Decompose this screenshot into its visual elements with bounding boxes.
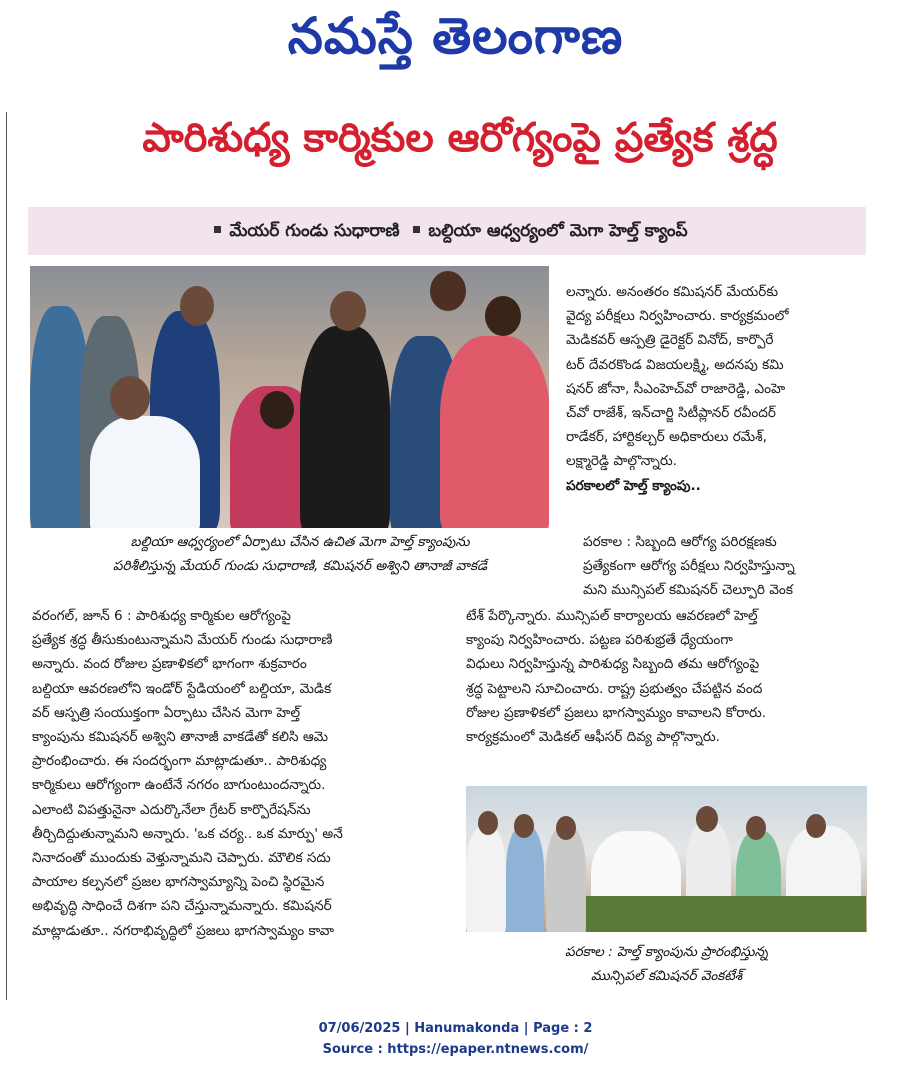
text-line: ప్రారంభించారు. ఈ సందర్భంగా మాట్లాడుతూ.. పారిశుధ్య bbox=[32, 753, 327, 770]
caption-line: మున్సిపల్ కమిషనర్ వెంకటేశ్ bbox=[590, 968, 743, 984]
text-line: ప్రత్యేకంగా ఆరోగ్య పరీక్షలు నిర్వహిస్తున్నా bbox=[583, 558, 795, 575]
right-column-wide bbox=[466, 604, 878, 749]
text-line: మాట్లాడుతూ.. నగరాభివృద్ధిలో ప్రజలు భాగస్వామ్యం కావా bbox=[32, 922, 335, 939]
text-line: మెడికవర్ ఆస్పత్రి డైరెక్టర్ వినోద్, కార్పొరే bbox=[566, 332, 774, 349]
text-line: ప్రత్యేక శ్రద్ధ తీసుకుంటున్నామని మేయర్ గుండు సుధారాణి bbox=[32, 632, 333, 649]
photo1-caption bbox=[30, 530, 570, 578]
text-line: పాయాల కల్పనలో ప్రజల భాగస్వామ్యాన్ని పెంచి స్థిరమైన bbox=[32, 874, 325, 891]
text-line: వర్ ఆస్పత్రి సంయుక్తంగా ఏర్పాటు చేసిన మెగా హెల్త్ bbox=[32, 704, 301, 721]
footer-source-link[interactable]: Source : https://epaper.ntnews.com/ bbox=[322, 1042, 589, 1057]
subheading-1: మేయర్ గుండు సుధారాణి bbox=[229, 221, 400, 241]
health-camp-photo bbox=[30, 266, 549, 528]
column-rule bbox=[6, 112, 7, 1000]
subheading-2: బల్దియా ఆధ్వర్యంలో మెగా హెల్త్ క్యాంప్ bbox=[428, 221, 688, 241]
text-line: టేశ్ పేర్కొన్నారు. మున్సిపల్ కార్యాలయ ఆవరణలో హెల్త్ bbox=[466, 608, 758, 624]
caption-line: పరిశీలిస్తున్న మేయర్ గుండు సుధారాణి, కమిషనర్ అశ్విని తానాజీ వాకడే bbox=[112, 558, 488, 574]
footer-date-edition: 07/06/2025 | Hanumakonda | Page : 2 bbox=[318, 1021, 593, 1036]
text-line: వైద్య పరీక్షలు నిర్వహించారు. కార్యక్రమంలో bbox=[566, 308, 789, 325]
text-line: పరకాల : సిబ్బంది ఆరోగ్య పరిరక్షణకు bbox=[583, 534, 777, 550]
text-line: నినాదంతో ముందుకు వెళ్తున్నామని చెప్పారు. మౌలిక సదు bbox=[32, 850, 331, 867]
text-line: రోజుల ప్రణాళికలో ప్రజలు భాగస్వామ్యం కావాలని కోరారు. bbox=[466, 704, 767, 721]
footer bbox=[0, 1018, 911, 1060]
right-column-top bbox=[566, 280, 878, 498]
parakala-camp-photo bbox=[466, 786, 867, 932]
text-line: చ్‌వో రాజేశ్, ఇన్‌చార్జి సిటీప్లానర్ రవీందర్ bbox=[566, 405, 776, 422]
left-column-body bbox=[32, 604, 452, 943]
caption-line: బల్దియా ఆధ్వర్యంలో ఏర్పాటు చేసిన ఉచిత మెగా హెల్త్ క్యాంపును bbox=[130, 534, 470, 550]
bullet-icon bbox=[413, 226, 420, 233]
text-line: కార్యక్రమంలో మెడికల్ ఆఫీసర్ దివ్య పాల్గొన్నారు. bbox=[466, 729, 721, 746]
subheading-band bbox=[28, 207, 866, 255]
headline: పారిశుధ్య కార్మికుల ఆరోగ్యంపై ప్రత్యేక శ్రద్ధ bbox=[142, 115, 778, 161]
right-column-mid bbox=[583, 530, 878, 603]
text-line: లక్ష్మారెడ్డి పాల్గొన్నారు. bbox=[566, 453, 677, 470]
text-line: కార్మికులు ఆరోగ్యంగా ఉంటేనే నగరం బాగుంటుందన్నారు. bbox=[32, 777, 326, 794]
text-line: బల్దియా ఆవరణలోని ఇండోర్ స్టేడియంలో బల్దియా, మెడిక bbox=[32, 680, 332, 697]
text-line: లన్నారు. అనంతరం కమిషనర్ మేయర్‌కు bbox=[566, 284, 779, 300]
text-line: క్యాంపు నిర్వహించారు. పట్టణ పరిశుభ్రతే ధ్యేయంగా bbox=[466, 632, 733, 649]
photo2-caption bbox=[466, 940, 867, 988]
text-line: అన్నారు. వంద రోజుల ప్రణాళికలో భాగంగా శుక్రవారం bbox=[32, 656, 307, 673]
text-line: వరంగల్, జూన్ 6 : పారిశుధ్య కార్మికుల ఆరోగ్యంపై bbox=[32, 608, 291, 624]
text-line: క్యాంపును కమిషనర్ అశ్విని తానాజీ వాకడేతో కలిసి ఆమె bbox=[32, 729, 329, 746]
bullet-icon bbox=[214, 226, 221, 233]
text-line: శ్రద్ధ పెట్టాలని సూచించారు. రాష్ట్ర ప్రభుత్వం చేపట్టిన వంద bbox=[466, 680, 763, 697]
text-line: అభివృద్ధి సాధించే దిశగా పని చేస్తున్నామన్నారు. కమిషనర్ bbox=[32, 898, 332, 915]
text-line: తీర్చిదిద్దుతున్నామని అన్నారు. 'ఒక చర్య.. ఒక మార్పు' అనే bbox=[32, 825, 343, 842]
text-line: మని మున్సిపల్ కమిషనర్ చెల్పూరి వెంక bbox=[583, 582, 793, 599]
text-line: ఎలాంటి విపత్తునైనా ఎదుర్కొనేలా గ్రేటర్ కార్పొరేషన్‌ను bbox=[32, 801, 311, 818]
section-subheading: పరకాలలో హెల్త్ క్యాంపు.. bbox=[566, 477, 701, 494]
text-line: రాడేకర్, హార్టికల్చర్ అధికారులు రమేశ్, bbox=[566, 429, 767, 446]
text-line: షనర్ జోనా, సీఎంహెచ్‌వో రాజారెడ్డి, ఎంహె bbox=[566, 380, 786, 397]
caption-line: పరకాల : హెల్త్ క్యాంపును ప్రారంభిస్తున్న bbox=[565, 944, 768, 960]
text-line: టర్ దేవరకొండ విజయలక్ష్మి, అదనపు కమి bbox=[566, 356, 784, 373]
masthead-logo: నమస్తే తెలంగాణ bbox=[287, 6, 624, 65]
text-line: విధులు నిర్వహిస్తున్న పారిశుధ్య సిబ్బంది తమ ఆరోగ్యంపై bbox=[466, 656, 760, 673]
